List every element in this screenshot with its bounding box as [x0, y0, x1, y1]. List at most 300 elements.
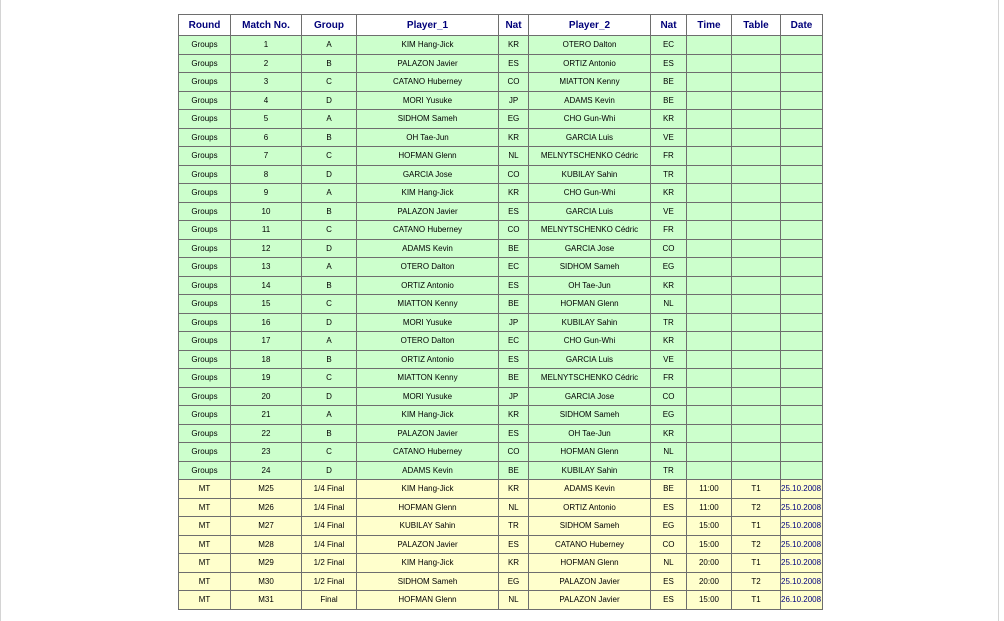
cell-table	[732, 239, 781, 258]
cell-nat-2: KR	[651, 332, 687, 351]
cell-round: Groups	[179, 165, 231, 184]
cell-player-1: ADAMS Kevin	[357, 239, 499, 258]
header-group: Group	[302, 15, 357, 36]
cell-nat-1: ES	[499, 424, 529, 443]
cell-table	[732, 258, 781, 277]
cell-group: B	[302, 350, 357, 369]
cell-table	[732, 313, 781, 332]
table-row	[179, 73, 823, 92]
cell-time: 15:00	[687, 591, 732, 610]
cell-nat-1: ES	[499, 535, 529, 554]
cell-group: D	[302, 387, 357, 406]
cell-match-no: 15	[231, 295, 302, 314]
cell-group: 1/4 Final	[302, 480, 357, 499]
cell-round: MT	[179, 480, 231, 499]
cell-player-1: PALAZON Javier	[357, 535, 499, 554]
cell-nat-2: FR	[651, 221, 687, 240]
cell-group: 1/2 Final	[302, 572, 357, 591]
header-player-2: Player_2	[529, 15, 651, 36]
table-row	[179, 184, 823, 203]
cell-round: Groups	[179, 91, 231, 110]
cell-nat-2: ES	[651, 591, 687, 610]
cell-date	[781, 73, 823, 92]
cell-date	[781, 91, 823, 110]
cell-time	[687, 443, 732, 462]
cell-time: 11:00	[687, 480, 732, 499]
cell-group: A	[302, 332, 357, 351]
cell-time	[687, 128, 732, 147]
cell-group: C	[302, 221, 357, 240]
cell-nat-2: CO	[651, 535, 687, 554]
table-row	[179, 276, 823, 295]
cell-nat-2: VE	[651, 350, 687, 369]
table-row	[179, 461, 823, 480]
header-match-no: Match No.	[231, 15, 302, 36]
cell-nat-2: KR	[651, 276, 687, 295]
cell-time	[687, 36, 732, 55]
cell-player-1: PALAZON Javier	[357, 202, 499, 221]
cell-table: T2	[732, 572, 781, 591]
cell-group: C	[302, 147, 357, 166]
table-row	[179, 313, 823, 332]
cell-player-1: OTERO Dalton	[357, 258, 499, 277]
cell-nat-1: CO	[499, 221, 529, 240]
cell-group: B	[302, 128, 357, 147]
cell-group: D	[302, 313, 357, 332]
cell-nat-2: KR	[651, 424, 687, 443]
cell-round: Groups	[179, 258, 231, 277]
cell-time	[687, 406, 732, 425]
cell-player-2: GARCIA Jose	[529, 387, 651, 406]
cell-date	[781, 313, 823, 332]
cell-match-no: 23	[231, 443, 302, 462]
cell-time: 15:00	[687, 517, 732, 536]
cell-nat-1: KR	[499, 128, 529, 147]
cell-match-no: 16	[231, 313, 302, 332]
cell-player-1: GARCIA Jose	[357, 165, 499, 184]
cell-round: Groups	[179, 239, 231, 258]
cell-nat-2: NL	[651, 295, 687, 314]
cell-nat-1: KR	[499, 406, 529, 425]
cell-time	[687, 461, 732, 480]
cell-time	[687, 184, 732, 203]
cell-player-2: CHO Gun-Whi	[529, 184, 651, 203]
cell-player-1: MORI Yusuke	[357, 387, 499, 406]
cell-match-no: 13	[231, 258, 302, 277]
cell-nat-1: NL	[499, 498, 529, 517]
cell-round: Groups	[179, 332, 231, 351]
cell-player-2: MELNYTSCHENKO Cédric	[529, 221, 651, 240]
cell-group: C	[302, 295, 357, 314]
cell-round: Groups	[179, 184, 231, 203]
cell-match-no: 21	[231, 406, 302, 425]
cell-date	[781, 165, 823, 184]
table-row	[179, 147, 823, 166]
cell-time	[687, 54, 732, 73]
cell-table	[732, 387, 781, 406]
table-row	[179, 54, 823, 73]
cell-table	[732, 91, 781, 110]
table-row	[179, 591, 823, 610]
cell-player-1: KIM Hang-Jick	[357, 554, 499, 573]
table-row	[179, 128, 823, 147]
cell-date	[781, 387, 823, 406]
cell-round: Groups	[179, 350, 231, 369]
cell-round: Groups	[179, 128, 231, 147]
cell-match-no: 12	[231, 239, 302, 258]
cell-player-2: GARCIA Luis	[529, 128, 651, 147]
cell-nat-1: BE	[499, 461, 529, 480]
cell-match-no: 19	[231, 369, 302, 388]
cell-player-1: SIDHOM Sameh	[357, 572, 499, 591]
cell-table	[732, 461, 781, 480]
cell-nat-1: ES	[499, 350, 529, 369]
cell-player-1: OTERO Dalton	[357, 332, 499, 351]
cell-nat-2: BE	[651, 480, 687, 499]
cell-nat-2: FR	[651, 147, 687, 166]
cell-time	[687, 239, 732, 258]
cell-match-no: 2	[231, 54, 302, 73]
cell-round: Groups	[179, 73, 231, 92]
cell-nat-1: ES	[499, 276, 529, 295]
cell-date: 25.10.2008	[781, 554, 823, 573]
cell-player-2: ORTIZ Antonio	[529, 498, 651, 517]
cell-player-1: KIM Hang-Jick	[357, 406, 499, 425]
cell-round: Groups	[179, 313, 231, 332]
cell-nat-2: EG	[651, 258, 687, 277]
cell-nat-1: BE	[499, 295, 529, 314]
cell-group: B	[302, 276, 357, 295]
cell-date	[781, 258, 823, 277]
cell-group: 1/4 Final	[302, 535, 357, 554]
cell-player-2: KUBILAY Sahin	[529, 313, 651, 332]
cell-table: T2	[732, 535, 781, 554]
cell-date: 25.10.2008	[781, 572, 823, 591]
cell-match-no: 8	[231, 165, 302, 184]
table-row	[179, 387, 823, 406]
cell-group: A	[302, 110, 357, 129]
cell-nat-2: VE	[651, 202, 687, 221]
cell-time	[687, 202, 732, 221]
cell-group: 1/2 Final	[302, 554, 357, 573]
cell-player-1: HOFMAN Glenn	[357, 147, 499, 166]
table-row	[179, 110, 823, 129]
cell-date	[781, 202, 823, 221]
cell-match-no: 22	[231, 424, 302, 443]
cell-nat-2: TR	[651, 165, 687, 184]
cell-table: T2	[732, 498, 781, 517]
cell-player-1: ADAMS Kevin	[357, 461, 499, 480]
cell-table: T1	[732, 554, 781, 573]
cell-nat-1: EG	[499, 110, 529, 129]
table-row	[179, 91, 823, 110]
cell-nat-1: KR	[499, 184, 529, 203]
cell-time	[687, 332, 732, 351]
cell-nat-2: NL	[651, 554, 687, 573]
cell-group: D	[302, 165, 357, 184]
cell-table	[732, 165, 781, 184]
cell-player-1: PALAZON Javier	[357, 424, 499, 443]
cell-match-no: 7	[231, 147, 302, 166]
cell-time	[687, 110, 732, 129]
cell-match-no: 6	[231, 128, 302, 147]
cell-player-2: OH Tae-Jun	[529, 424, 651, 443]
cell-round: Groups	[179, 424, 231, 443]
cell-player-1: PALAZON Javier	[357, 54, 499, 73]
table-row	[179, 480, 823, 499]
cell-match-no: 24	[231, 461, 302, 480]
table-row	[179, 369, 823, 388]
cell-time: 20:00	[687, 572, 732, 591]
cell-player-2: KUBILAY Sahin	[529, 165, 651, 184]
cell-match-no: 1	[231, 36, 302, 55]
cell-nat-1: KR	[499, 554, 529, 573]
cell-player-1: KUBILAY Sahin	[357, 517, 499, 536]
cell-player-2: CATANO Huberney	[529, 535, 651, 554]
cell-table: T1	[732, 517, 781, 536]
cell-player-2: CHO Gun-Whi	[529, 332, 651, 351]
table-row	[179, 498, 823, 517]
cell-time: 11:00	[687, 498, 732, 517]
cell-round: Groups	[179, 387, 231, 406]
cell-round: Groups	[179, 202, 231, 221]
cell-time	[687, 387, 732, 406]
cell-round: Groups	[179, 36, 231, 55]
cell-player-1: KIM Hang-Jick	[357, 184, 499, 203]
cell-group: C	[302, 369, 357, 388]
cell-round: Groups	[179, 221, 231, 240]
cell-date	[781, 461, 823, 480]
cell-round: Groups	[179, 461, 231, 480]
cell-player-2: OTERO Dalton	[529, 36, 651, 55]
cell-group: B	[302, 54, 357, 73]
cell-match-no: M27	[231, 517, 302, 536]
cell-round: MT	[179, 498, 231, 517]
cell-match-no: 20	[231, 387, 302, 406]
cell-player-1: HOFMAN Glenn	[357, 498, 499, 517]
cell-table	[732, 73, 781, 92]
cell-player-2: MELNYTSCHENKO Cédric	[529, 369, 651, 388]
table-row	[179, 535, 823, 554]
table-row	[179, 221, 823, 240]
cell-time	[687, 147, 732, 166]
cell-nat-2: EC	[651, 36, 687, 55]
cell-table	[732, 424, 781, 443]
cell-date	[781, 36, 823, 55]
cell-player-2: PALAZON Javier	[529, 572, 651, 591]
cell-nat-1: JP	[499, 387, 529, 406]
header-date: Date	[781, 15, 823, 36]
cell-date	[781, 276, 823, 295]
cell-group: C	[302, 73, 357, 92]
cell-match-no: M28	[231, 535, 302, 554]
cell-time	[687, 91, 732, 110]
cell-date: 25.10.2008	[781, 498, 823, 517]
cell-nat-2: KR	[651, 184, 687, 203]
cell-player-1: ORTIZ Antonio	[357, 276, 499, 295]
cell-table	[732, 184, 781, 203]
cell-player-1: MIATTON Kenny	[357, 369, 499, 388]
table-row	[179, 295, 823, 314]
table-row	[179, 239, 823, 258]
cell-round: Groups	[179, 406, 231, 425]
cell-group: D	[302, 461, 357, 480]
cell-round: Groups	[179, 276, 231, 295]
header-round: Round	[179, 15, 231, 36]
cell-date	[781, 350, 823, 369]
cell-player-2: KUBILAY Sahin	[529, 461, 651, 480]
cell-nat-1: EC	[499, 258, 529, 277]
cell-player-2: SIDHOM Sameh	[529, 517, 651, 536]
cell-player-1: MORI Yusuke	[357, 313, 499, 332]
cell-table	[732, 221, 781, 240]
table-row	[179, 424, 823, 443]
cell-date	[781, 406, 823, 425]
cell-time: 15:00	[687, 535, 732, 554]
cell-player-2: ADAMS Kevin	[529, 480, 651, 499]
cell-table	[732, 54, 781, 73]
left-border-line	[0, 0, 1, 621]
cell-table	[732, 295, 781, 314]
cell-round: MT	[179, 535, 231, 554]
cell-table	[732, 202, 781, 221]
cell-nat-2: VE	[651, 128, 687, 147]
cell-nat-1: CO	[499, 73, 529, 92]
cell-group: A	[302, 406, 357, 425]
cell-player-1: KIM Hang-Jick	[357, 480, 499, 499]
cell-player-1: MORI Yusuke	[357, 91, 499, 110]
cell-date	[781, 332, 823, 351]
header-row	[179, 15, 823, 36]
cell-time	[687, 221, 732, 240]
cell-player-1: CATANO Huberney	[357, 443, 499, 462]
table-row	[179, 443, 823, 462]
cell-player-1: ORTIZ Antonio	[357, 350, 499, 369]
cell-nat-1: ES	[499, 202, 529, 221]
cell-player-2: GARCIA Luis	[529, 202, 651, 221]
cell-date	[781, 424, 823, 443]
cell-player-1: KIM Hang-Jick	[357, 36, 499, 55]
cell-time	[687, 350, 732, 369]
cell-nat-2: CO	[651, 387, 687, 406]
cell-round: MT	[179, 572, 231, 591]
cell-group: 1/4 Final	[302, 498, 357, 517]
cell-match-no: 17	[231, 332, 302, 351]
cell-player-2: OH Tae-Jun	[529, 276, 651, 295]
cell-match-no: 5	[231, 110, 302, 129]
cell-round: MT	[179, 591, 231, 610]
header-table: Table	[732, 15, 781, 36]
header-player-1: Player_1	[357, 15, 499, 36]
cell-date: 25.10.2008	[781, 480, 823, 499]
cell-nat-2: ES	[651, 572, 687, 591]
cell-player-2: HOFMAN Glenn	[529, 443, 651, 462]
table-row	[179, 332, 823, 351]
cell-nat-2: NL	[651, 443, 687, 462]
cell-match-no: M26	[231, 498, 302, 517]
cell-player-1: CATANO Huberney	[357, 73, 499, 92]
cell-nat-2: EG	[651, 406, 687, 425]
cell-date: 25.10.2008	[781, 517, 823, 536]
cell-table: T1	[732, 480, 781, 499]
cell-round: Groups	[179, 443, 231, 462]
cell-round: Groups	[179, 295, 231, 314]
cell-table	[732, 36, 781, 55]
cell-date	[781, 128, 823, 147]
cell-date	[781, 221, 823, 240]
cell-player-1: HOFMAN Glenn	[357, 591, 499, 610]
table-row	[179, 517, 823, 536]
cell-date	[781, 443, 823, 462]
cell-table	[732, 147, 781, 166]
cell-date: 26.10.2008	[781, 591, 823, 610]
cell-match-no: 10	[231, 202, 302, 221]
cell-date	[781, 239, 823, 258]
cell-match-no: M31	[231, 591, 302, 610]
cell-table	[732, 128, 781, 147]
header-nat-2: Nat	[651, 15, 687, 36]
cell-player-2: PALAZON Javier	[529, 591, 651, 610]
cell-match-no: M30	[231, 572, 302, 591]
table-row	[179, 554, 823, 573]
cell-group: B	[302, 424, 357, 443]
table-row	[179, 36, 823, 55]
cell-date	[781, 110, 823, 129]
cell-table	[732, 406, 781, 425]
cell-table	[732, 443, 781, 462]
schedule-sheet	[178, 14, 823, 610]
cell-match-no: 4	[231, 91, 302, 110]
cell-nat-2: TR	[651, 461, 687, 480]
cell-player-1: OH Tae-Jun	[357, 128, 499, 147]
cell-date	[781, 54, 823, 73]
cell-table	[732, 350, 781, 369]
cell-nat-2: ES	[651, 54, 687, 73]
cell-player-2: ORTIZ Antonio	[529, 54, 651, 73]
cell-table	[732, 276, 781, 295]
cell-nat-1: BE	[499, 239, 529, 258]
cell-time	[687, 258, 732, 277]
cell-nat-2: CO	[651, 239, 687, 258]
cell-table	[732, 369, 781, 388]
cell-round: Groups	[179, 54, 231, 73]
cell-nat-1: KR	[499, 36, 529, 55]
table-row	[179, 202, 823, 221]
cell-nat-2: FR	[651, 369, 687, 388]
cell-match-no: 18	[231, 350, 302, 369]
match-schedule-table	[178, 14, 823, 610]
cell-player-2: HOFMAN Glenn	[529, 554, 651, 573]
cell-group: A	[302, 258, 357, 277]
cell-player-1: CATANO Huberney	[357, 221, 499, 240]
cell-match-no: 3	[231, 73, 302, 92]
cell-round: Groups	[179, 110, 231, 129]
cell-player-2: SIDHOM Sameh	[529, 258, 651, 277]
cell-nat-2: ES	[651, 498, 687, 517]
cell-time	[687, 276, 732, 295]
cell-group: A	[302, 184, 357, 203]
cell-nat-1: TR	[499, 517, 529, 536]
cell-round: Groups	[179, 369, 231, 388]
cell-table	[732, 332, 781, 351]
cell-table: T1	[732, 591, 781, 610]
cell-group: C	[302, 443, 357, 462]
cell-player-2: SIDHOM Sameh	[529, 406, 651, 425]
cell-date	[781, 295, 823, 314]
header-time: Time	[687, 15, 732, 36]
cell-player-2: ADAMS Kevin	[529, 91, 651, 110]
cell-time	[687, 295, 732, 314]
